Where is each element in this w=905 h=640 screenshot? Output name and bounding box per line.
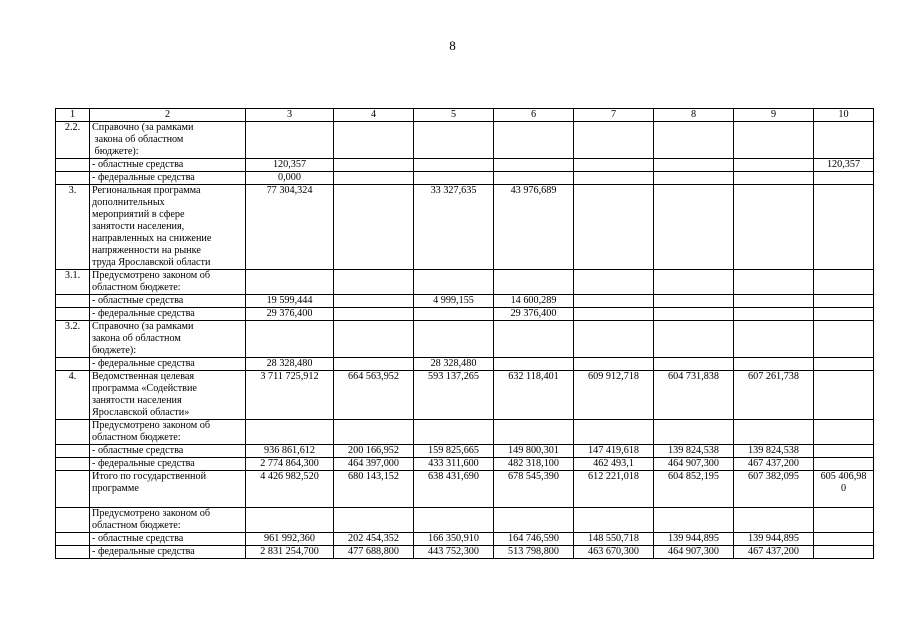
row-label-cell: - федеральные средства: [90, 358, 246, 371]
amount-cell: 29 376,400: [246, 308, 334, 321]
amount-cell: 4 426 982,520: [246, 471, 334, 508]
column-number-header: 4: [334, 109, 414, 122]
amount-cell: [334, 185, 414, 270]
amount-cell: [654, 122, 734, 159]
amount-cell: 464 907,300: [654, 546, 734, 559]
amount-cell: [414, 308, 494, 321]
row-number-cell: [56, 471, 90, 508]
amount-cell: [654, 420, 734, 445]
amount-cell: 462 493,1: [574, 458, 654, 471]
row-number-cell: 4.: [56, 371, 90, 420]
amount-cell: [494, 358, 574, 371]
row-label-cell: - федеральные средства: [90, 546, 246, 559]
amount-cell: [814, 321, 874, 358]
amount-cell: [494, 172, 574, 185]
table-row: [56, 270, 874, 295]
column-number-header: 1: [56, 109, 90, 122]
column-number-header: 9: [734, 109, 814, 122]
amount-cell: [814, 295, 874, 308]
amount-cell: [414, 508, 494, 533]
amount-cell: [414, 172, 494, 185]
amount-cell: [654, 185, 734, 270]
amount-cell: [734, 185, 814, 270]
amount-cell: 607 261,738: [734, 371, 814, 420]
amount-cell: 159 825,665: [414, 445, 494, 458]
amount-cell: [246, 321, 334, 358]
amount-cell: [814, 458, 874, 471]
row-label-cell: Справочно (за рамками закона об областном бюджете):: [90, 122, 246, 159]
row-label-cell: Итого по государственной программе: [90, 471, 246, 508]
amount-cell: [334, 321, 414, 358]
amount-cell: 120,357: [814, 159, 874, 172]
table-row: [56, 172, 874, 185]
amount-cell: [814, 308, 874, 321]
row-label-cell: Региональная программа дополнительных мероприятий в сфере занятости населения, направленных на снижение напряженности на рынке труда Ярославской области: [90, 185, 246, 270]
table-row: [56, 308, 874, 321]
amount-cell: [814, 172, 874, 185]
amount-cell: [494, 508, 574, 533]
amount-cell: 149 800,301: [494, 445, 574, 458]
amount-cell: [654, 295, 734, 308]
amount-cell: 604 731,838: [654, 371, 734, 420]
row-label-cell: Предусмотрено законом об областном бюджете:: [90, 420, 246, 445]
table-row: [56, 371, 874, 420]
amount-cell: 77 304,324: [246, 185, 334, 270]
amount-cell: [734, 321, 814, 358]
amount-cell: 2 774 864,300: [246, 458, 334, 471]
table-row: [56, 471, 874, 508]
amount-cell: [574, 270, 654, 295]
table-row: [56, 445, 874, 458]
row-number-cell: 2.2.: [56, 122, 90, 159]
table-header-row: [56, 109, 874, 122]
amount-cell: [246, 420, 334, 445]
row-number-cell: [56, 533, 90, 546]
amount-cell: [494, 159, 574, 172]
amount-cell: [734, 358, 814, 371]
amount-cell: [334, 358, 414, 371]
column-number-header: 10: [814, 109, 874, 122]
amount-cell: [814, 270, 874, 295]
amount-cell: [334, 308, 414, 321]
amount-cell: 433 311,600: [414, 458, 494, 471]
column-number-header: 3: [246, 109, 334, 122]
amount-cell: [814, 445, 874, 458]
amount-cell: [734, 122, 814, 159]
amount-cell: [494, 270, 574, 295]
column-number-header: 2: [90, 109, 246, 122]
amount-cell: [574, 122, 654, 159]
amount-cell: [814, 358, 874, 371]
column-number-header: 7: [574, 109, 654, 122]
amount-cell: 29 376,400: [494, 308, 574, 321]
amount-cell: [814, 546, 874, 559]
amount-cell: [654, 270, 734, 295]
column-number-header: 6: [494, 109, 574, 122]
amount-cell: 961 992,360: [246, 533, 334, 546]
amount-cell: 936 861,612: [246, 445, 334, 458]
amount-cell: 4 999,155: [414, 295, 494, 308]
row-number-cell: [56, 159, 90, 172]
amount-cell: [246, 122, 334, 159]
amount-cell: [654, 172, 734, 185]
amount-cell: 139 944,895: [734, 533, 814, 546]
row-label-cell: Ведомственная целевая программа «Содействие занятости населения Ярославской области»: [90, 371, 246, 420]
amount-cell: 166 350,910: [414, 533, 494, 546]
amount-cell: 3 711 725,912: [246, 371, 334, 420]
amount-cell: [414, 270, 494, 295]
amount-cell: 43 976,689: [494, 185, 574, 270]
amount-cell: [246, 508, 334, 533]
amount-cell: [414, 159, 494, 172]
row-label-cell: - областные средства: [90, 159, 246, 172]
table-row: [56, 295, 874, 308]
table-row: [56, 533, 874, 546]
row-number-cell: [56, 295, 90, 308]
amount-cell: [574, 159, 654, 172]
amount-cell: [494, 420, 574, 445]
amount-cell: [814, 185, 874, 270]
table-row: [56, 321, 874, 358]
amount-cell: 28 328,480: [246, 358, 334, 371]
table-row: [56, 159, 874, 172]
amount-cell: 464 907,300: [654, 458, 734, 471]
amount-cell: [654, 358, 734, 371]
amount-cell: 513 798,800: [494, 546, 574, 559]
amount-cell: 164 746,590: [494, 533, 574, 546]
amount-cell: 14 600,289: [494, 295, 574, 308]
amount-cell: [334, 172, 414, 185]
amount-cell: [574, 308, 654, 321]
amount-cell: 139 824,538: [654, 445, 734, 458]
amount-cell: [734, 270, 814, 295]
amount-cell: [814, 420, 874, 445]
row-label-cell: - областные средства: [90, 533, 246, 546]
amount-cell: [246, 270, 334, 295]
amount-cell: [334, 508, 414, 533]
amount-cell: 2 831 254,700: [246, 546, 334, 559]
page-number: 8: [449, 38, 456, 53]
amount-cell: [734, 508, 814, 533]
amount-cell: [334, 270, 414, 295]
amount-cell: 19 599,444: [246, 295, 334, 308]
row-number-cell: [56, 546, 90, 559]
amount-cell: 139 824,538: [734, 445, 814, 458]
amount-cell: 678 545,390: [494, 471, 574, 508]
amount-cell: [574, 172, 654, 185]
amount-cell: 467 437,200: [734, 546, 814, 559]
amount-cell: 33 327,635: [414, 185, 494, 270]
amount-cell: 464 397,000: [334, 458, 414, 471]
amount-cell: [734, 295, 814, 308]
amount-cell: 477 688,800: [334, 546, 414, 559]
row-number-cell: [56, 172, 90, 185]
amount-cell: 607 382,095: [734, 471, 814, 508]
row-number-cell: [56, 420, 90, 445]
amount-cell: 638 431,690: [414, 471, 494, 508]
amount-cell: [414, 420, 494, 445]
row-label-cell: Предусмотрено законом об областном бюджете:: [90, 508, 246, 533]
amount-cell: [574, 420, 654, 445]
amount-cell: [734, 172, 814, 185]
amount-cell: [414, 321, 494, 358]
amount-cell: 632 118,401: [494, 371, 574, 420]
amount-cell: [814, 371, 874, 420]
amount-cell: 664 563,952: [334, 371, 414, 420]
row-label-cell: - федеральные средства: [90, 308, 246, 321]
amount-cell: 593 137,265: [414, 371, 494, 420]
amount-cell: [574, 321, 654, 358]
amount-cell: [494, 122, 574, 159]
amount-cell: 467 437,200: [734, 458, 814, 471]
amount-cell: 463 670,300: [574, 546, 654, 559]
row-number-cell: [56, 458, 90, 471]
row-label-cell: Предусмотрено законом об областном бюджете:: [90, 270, 246, 295]
row-number-cell: [56, 508, 90, 533]
amount-cell: [814, 533, 874, 546]
amount-cell: 147 419,618: [574, 445, 654, 458]
amount-cell: [734, 159, 814, 172]
row-number-cell: 3.2.: [56, 321, 90, 358]
column-number-header: 5: [414, 109, 494, 122]
amount-cell: [654, 308, 734, 321]
amount-cell: 120,357: [246, 159, 334, 172]
amount-cell: 200 166,952: [334, 445, 414, 458]
row-number-cell: [56, 308, 90, 321]
amount-cell: [574, 358, 654, 371]
row-label-cell: - федеральные средства: [90, 172, 246, 185]
budget-table: [55, 108, 874, 559]
amount-cell: [574, 295, 654, 308]
amount-cell: [334, 122, 414, 159]
amount-cell: 612 221,018: [574, 471, 654, 508]
amount-cell: [414, 122, 494, 159]
amount-cell: [334, 420, 414, 445]
row-number-cell: 3.1.: [56, 270, 90, 295]
row-label-cell: - федеральные средства: [90, 458, 246, 471]
amount-cell: [654, 159, 734, 172]
table-row: [56, 508, 874, 533]
amount-cell: [814, 122, 874, 159]
amount-cell: 139 944,895: [654, 533, 734, 546]
amount-cell: 148 550,718: [574, 533, 654, 546]
row-number-cell: [56, 445, 90, 458]
row-label-cell: Справочно (за рамками закона об областном бюджете):: [90, 321, 246, 358]
table-body: [56, 109, 874, 559]
amount-cell: 680 143,152: [334, 471, 414, 508]
amount-cell: [734, 308, 814, 321]
amount-cell: 604 852,195: [654, 471, 734, 508]
row-number-cell: [56, 358, 90, 371]
table-row: [56, 546, 874, 559]
amount-cell: 609 912,718: [574, 371, 654, 420]
amount-cell: [654, 321, 734, 358]
column-number-header: 8: [654, 109, 734, 122]
table-row: [56, 420, 874, 445]
table-row: [56, 185, 874, 270]
table-row: [56, 358, 874, 371]
table-row: [56, 122, 874, 159]
amount-cell: [574, 185, 654, 270]
row-label-cell: - областные средства: [90, 445, 246, 458]
amount-cell: [814, 508, 874, 533]
amount-cell: 482 318,100: [494, 458, 574, 471]
amount-cell: [494, 321, 574, 358]
amount-cell: [334, 159, 414, 172]
table-row: [56, 458, 874, 471]
amount-cell: [734, 420, 814, 445]
row-label-cell: - областные средства: [90, 295, 246, 308]
row-number-cell: 3.: [56, 185, 90, 270]
amount-cell: [654, 508, 734, 533]
amount-cell: [574, 508, 654, 533]
amount-cell: 605 406,98 0: [814, 471, 874, 508]
amount-cell: 443 752,300: [414, 546, 494, 559]
amount-cell: 202 454,352: [334, 533, 414, 546]
amount-cell: [334, 295, 414, 308]
amount-cell: 28 328,480: [414, 358, 494, 371]
amount-cell: 0,000: [246, 172, 334, 185]
